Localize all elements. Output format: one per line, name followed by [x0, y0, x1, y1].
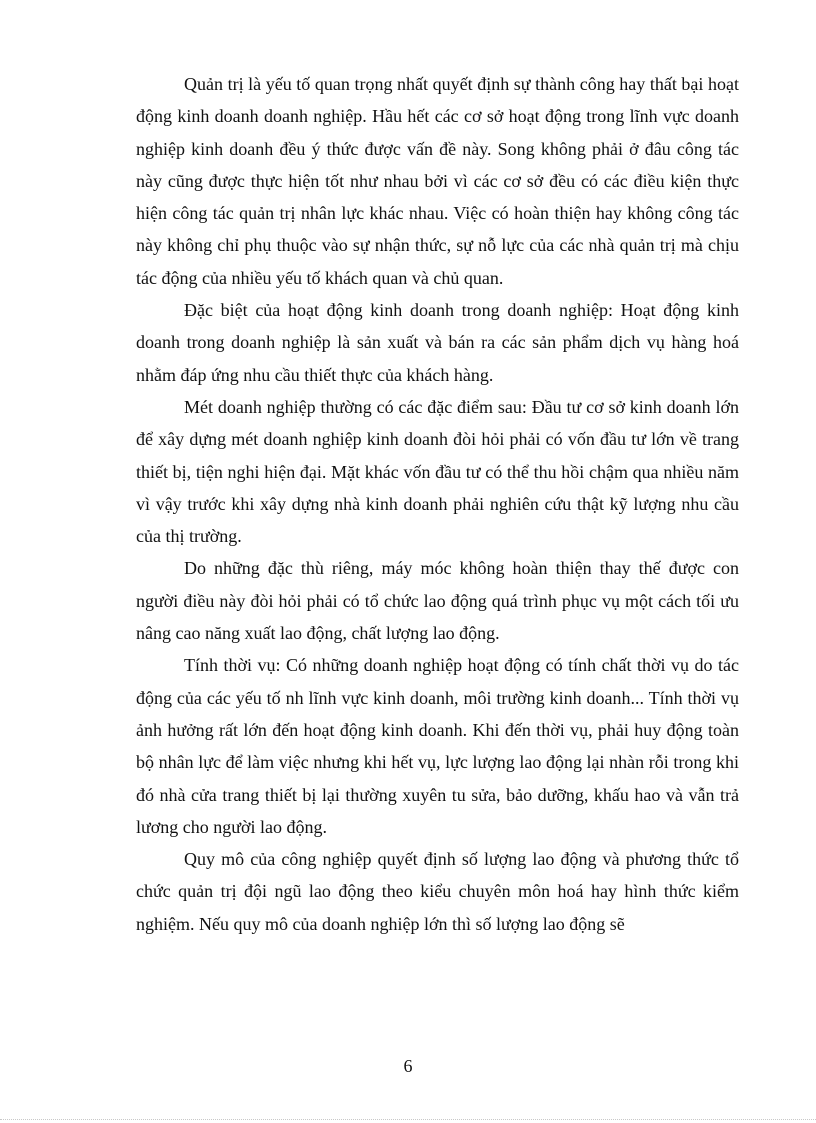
paragraph-scale: Quy mô của công nghiệp quyết định số lượng lao động và phương thức tổ chức quản trị đội ngũ lao động theo kiểu chuyên môn hoá hay hình thức kiểm nghiệm. Nếu quy mô của doanh nghiệp lớn thì số lượng lao động sẽ [136, 849, 739, 934]
paragraph-investment-features: Mét doanh nghiệp thường có các đặc điểm sau: Đầu tư cơ sở kinh doanh lớn để xây dựng mét doanh nghiệp kinh doanh đòi hỏi phải có vốn đầu tư lớn về trang thiết bị, tiện nghi hiện đại. Mặt khác vốn đầu tư có thể thu hồi chậm qua nhiều năm vì vậy trước khi xây dựng nhà kinh doanh phải nghiên cứu thật kỹ lượng nhu cầu của thị trường. [136, 396, 739, 547]
paragraph-business-characteristics: Đặc biệt của hoạt động kinh doanh trong doanh nghiệp: Hoạt động kinh doanh trong doanh nghiệp là sản xuất và bán ra các sản phẩm dịch vụ hàng hoá nhằm đáp ứng nhu cầu thiết thực của khách hàng. [136, 300, 739, 385]
paragraph-labor-organization: Do những đặc thù riêng, máy móc không hoàn thiện thay thế được con người điều này đòi hỏi phải có tổ chức lao động quá trình phục vụ một cách tối ưu nâng cao năng xuất lao động, chất lượng lao động. [136, 558, 739, 644]
paragraph-seasonality: Tính thời vụ: Có những doanh nghiệp hoạt động có tính chất thời vụ do tác động của các yếu tố nh lĩnh vực kinh doanh, môi trường kinh doanh... Tính thời vụ ảnh hưởng rất lớn đến hoạt động kinh doanh. Khi đến thời vụ, phải huy động toàn bộ nhân lực để làm việc nhưng khi hết vụ, lực lượng lao động lại nhàn rỗi trong khi đó nhà cửa trang thiết bị lại thường xuyên tu sửa, bảo dưỡng, khấu hao và vẫn trả lương cho người lao động. [136, 655, 739, 837]
page-bottom-divider [0, 1119, 816, 1120]
page-number: 6 [403, 1056, 413, 1076]
paragraph-management-importance: Quản trị là yếu tố quan trọng nhất quyết định sự thành công hay thất bại hoạt động kinh doanh doanh nghiệp. Hầu hết các cơ sở hoạt động trong lĩnh vực doanh nghiệp kinh doanh đều ý thức được vấn đề này. Song không phải ở đâu công tác này cũng được thực hiện tốt như nhau bởi vì các cơ sở đều có các điều kiện thực hiện công tác quản trị nhân lực khác nhau. Việc có hoàn thiện hay không công tác này không chỉ phụ thuộc vào sự nhận thức, sự nỗ lực của các nhà quản trị mà chịu tác động của nhiều yếu tố khách quan và chủ quan. [136, 74, 739, 288]
document-body [136, 68, 739, 940]
